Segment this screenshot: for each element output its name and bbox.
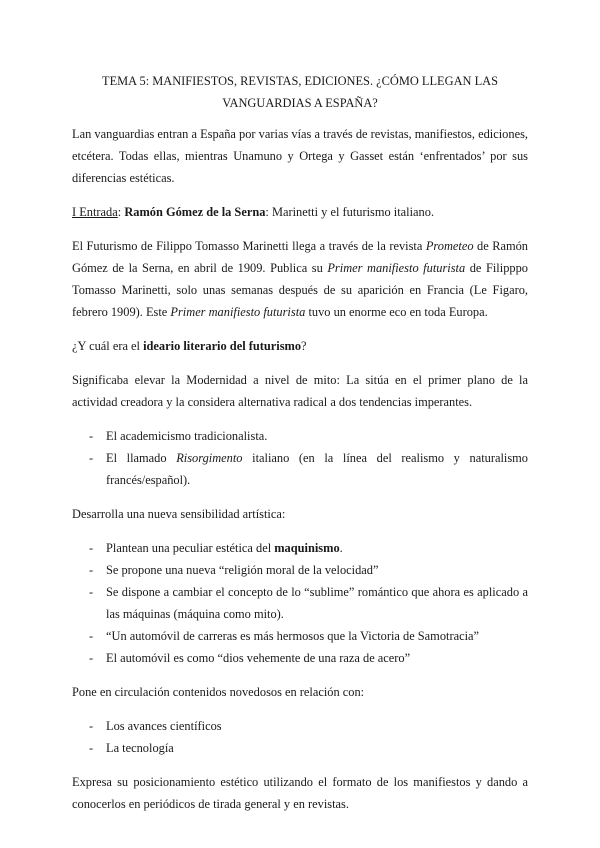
- futurismo-text-1: El Futurismo de Filippo Tomasso Marinetti llega a través de la revista: [72, 239, 426, 253]
- list-item: [72, 647, 528, 669]
- entrada-label: I Entrada: [72, 205, 118, 219]
- manifiesto-title-1: Primer manifiesto futurista: [327, 261, 466, 275]
- question-bold: ideario literario del futurismo: [143, 339, 302, 353]
- question-text-2: ?: [301, 339, 307, 353]
- manifiesto-title-2: Primer manifiesto futurista: [170, 305, 306, 319]
- title-line-2: VANGUARDIAS A ESPAÑA?: [222, 96, 378, 110]
- intro-paragraph: Lan vanguardias entran a España por varias vías a través de revistas, manifiestos, ediciones, etcétera. Todas ellas, mientras Unamuno y Ortega y Gasset están ‘enfrentados’ por sus diferencias estéticas.: [72, 127, 528, 185]
- entrada-author: Ramón Gómez de la Serna: [124, 205, 266, 219]
- contenido-tecnologia: La tecnología: [106, 741, 174, 755]
- maquinismo-term: maquinismo: [274, 541, 340, 555]
- futurismo-text-2: de Ramón Gómez de la Serna, en abril de 1909. Publica su: [72, 239, 528, 275]
- contenidos-list: [72, 715, 528, 759]
- entrada-rest: : Marinetti y el futurismo italiano.: [265, 205, 435, 219]
- list-item: [72, 559, 528, 581]
- ideario-question: [72, 335, 528, 357]
- significaba-paragraph: Significaba elevar la Modernidad a nivel de mito: La sitúa en el primer plano de la actividad creadora y la considera alternativa radical a dos tendencias imperantes.: [72, 373, 528, 409]
- expresa-paragraph: Expresa su posicionamiento estético utilizando el formato de los manifiestos y dando a conocerlos en periódicos de tirada general y en revistas.: [72, 775, 528, 811]
- list-item: [72, 425, 528, 447]
- list-item: [72, 737, 528, 759]
- sensibilidad-text-a: Plantean una peculiar estética del: [106, 541, 275, 555]
- title-line-1: TEMA 5: MANIFIESTOS, REVISTAS, EDICIONES. ¿CÓMO LLEGAN LAS: [102, 74, 498, 88]
- tendencia-text-b: italiano (en la línea del realismo y naturalismo francés/español).: [106, 451, 529, 487]
- prometeo-title: Prometeo: [425, 239, 474, 253]
- futurismo-paragraph: [72, 235, 528, 323]
- entrada-heading: [72, 201, 528, 223]
- pone-paragraph: Pone en circulación contenidos novedosos en relación con:: [72, 685, 365, 699]
- list-item: [72, 625, 528, 647]
- sensibilidad-dios: El automóvil es como “dios vehemente de una raza de acero”: [106, 651, 411, 665]
- sensibilidad-text-c: .: [339, 541, 343, 555]
- futurismo-text-3: de Filipppo Tomasso Marinetti, solo unas semanas después de su aparición en Francia (Le Figaro, febrero 1909). Este: [72, 261, 528, 319]
- tendencia-academicismo: El academicismo tradicionalista.: [106, 429, 268, 443]
- list-item: [72, 581, 528, 625]
- desarrolla-paragraph: Desarrolla una nueva sensibilidad artística:: [72, 507, 286, 521]
- entrada-separator: :: [117, 205, 125, 219]
- risorgimento-term: Risorgimento: [176, 451, 243, 465]
- futurismo-text-4: tuvo un enorme eco en toda Europa.: [305, 305, 488, 319]
- sensibilidad-sublime: Se dispone a cambiar el concepto de lo “sublime” romántico que ahora es aplicado a las máquinas (máquina como mito).: [106, 585, 528, 621]
- sensibilidad-automovil: “Un automóvil de carreras es más hermosos que la Victoria de Samotracia”: [106, 629, 480, 643]
- list-item: [72, 537, 528, 559]
- question-text-1: ¿Y cuál era el: [72, 339, 144, 353]
- list-item: [72, 447, 528, 491]
- sensibilidad-list: [72, 537, 528, 669]
- sensibilidad-velocidad: Se propone una nueva “religión moral de la velocidad”: [106, 563, 379, 577]
- tendencias-list: [72, 425, 528, 491]
- tendencia-text-a: El llamado: [106, 451, 177, 465]
- contenido-avances: Los avances científicos: [106, 719, 222, 733]
- document-title: [72, 0, 528, 114]
- list-item: [72, 715, 528, 737]
